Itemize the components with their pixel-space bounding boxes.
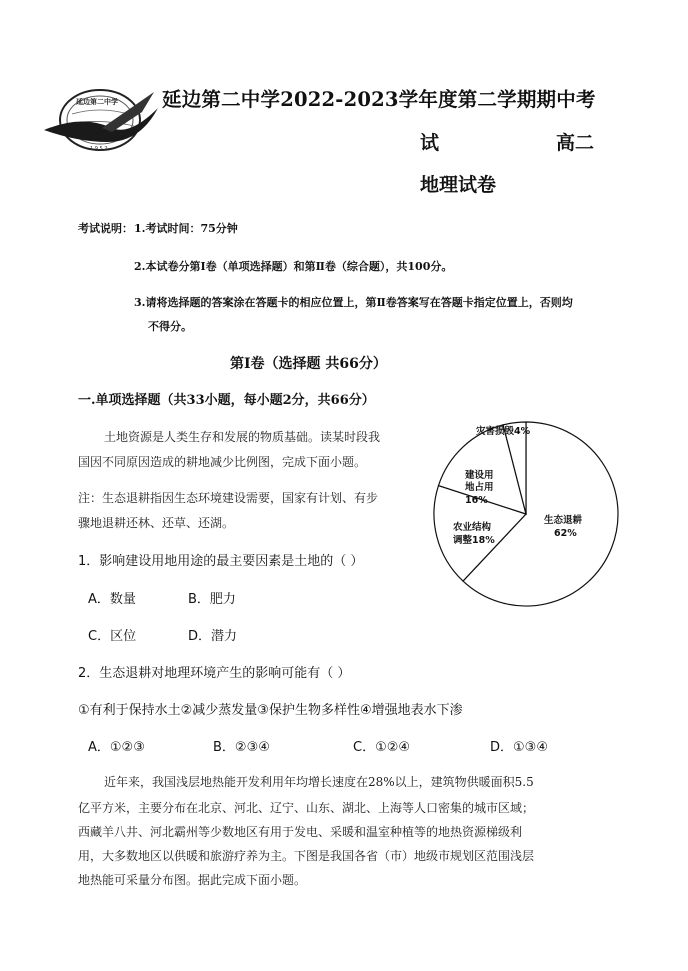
logo-year: 1 9 5 2: [90, 146, 108, 152]
question-2-stem: 2．生态退耕对地理环境产生的影响可能有（ ）: [78, 666, 351, 681]
school-logo: [42, 84, 160, 156]
passage-2-line-4: 用，大多数地区以供暖和旅游疗养为主。下图是我国各省（市）地级市规划区范围浅层: [78, 849, 535, 863]
slice-label-construction-line2: 地占用: [465, 482, 494, 493]
slice-label-disaster: 灾害损毁4%: [476, 426, 531, 437]
question-1-option-b[interactable]: B．肥力: [188, 592, 236, 607]
question-1-stem: 1．影响建设用地用途的最主要因素是土地的（ ）: [78, 554, 364, 569]
passage-1-line-2: 国因不同原因造成的耕地减少比例图，完成下面小题。: [78, 455, 367, 469]
slice-label-construction-line3: 16%: [465, 495, 488, 506]
instructions-label: 考试说明：: [78, 222, 133, 235]
instruction-item-2: 2.本试卷分第Ⅰ卷（单项选择题）和第Ⅱ卷（综合题），共100分。: [134, 260, 453, 273]
passage-2-line-2: 亿平方米，主要分布在北京、河北、辽宁、山东、湖北、上海等人口密集的城市区域；: [78, 801, 535, 815]
question-2-statements: ①有利于保持水土②减少蒸发量③保护生物多样性④增强地表水下渗: [78, 703, 463, 718]
page-title-line1: 延边第二中学2022-2023学年度第二学期期中考: [162, 88, 596, 111]
slice-label-agri-line2: 调整18%: [453, 535, 495, 546]
passage-2-line-5: 地热能可采量分布图。据此完成下面小题。: [78, 873, 307, 887]
part-title: 一.单项选择题（共33小题，每小题2分，共66分）: [78, 393, 375, 408]
question-1-option-c[interactable]: C．区位: [88, 629, 137, 644]
passage-2-line-3: 西藏羊八井、河北霸州等少数地区有用于发电、采暖和温室种植等的地热资源梯级利: [78, 825, 523, 839]
slice-label-construction-line1: 建设用: [465, 470, 494, 481]
section-title: 第Ⅰ卷（选择题 共66分）: [230, 356, 387, 372]
question-2-option-c[interactable]: C．①②④: [353, 740, 411, 755]
passage-1-line-1: 土地资源是人类生存和发展的物质基础。读某时段我: [104, 430, 381, 444]
instruction-item-1: 1.考试时间：75分钟: [134, 222, 238, 235]
question-2-option-d[interactable]: D．①③④: [490, 740, 548, 755]
passage-1-note-line-1: 注：生态退耕指因生态环境建设需要，国家有计划、有步: [78, 491, 379, 505]
slice-label-eco-name: 生态退耕: [544, 515, 583, 526]
instruction-item-3-line1: 3.请将选择题的答案涂在答题卡的相应位置上，第Ⅱ卷答案写在答题卡指定位置上，否则均: [134, 296, 573, 309]
page-subtitle: 地理试卷: [420, 174, 497, 196]
instruction-item-3-line2: 不得分。: [148, 320, 192, 333]
slice-label-eco-value: 62%: [554, 528, 577, 539]
question-2-option-a[interactable]: A．①②③: [88, 740, 145, 755]
page-title-line2-b: 高二: [556, 132, 595, 154]
page-title-line2-a: 试: [420, 132, 440, 154]
question-1-option-d[interactable]: D．潜力: [188, 629, 238, 644]
slice-label-agri-line1: 农业结构: [453, 522, 492, 533]
question-2-option-b[interactable]: B．②③④: [213, 740, 270, 755]
passage-1-note-line-2: 骤地退耕还林、还草、还湖。: [78, 516, 235, 530]
farmland-loss-pie-chart: [426, 414, 626, 614]
logo-text: 延边第二中学: [76, 98, 118, 106]
passage-2-line-1: 近年来，我国浅层地热能开发利用年均增长速度在28%以上，建筑物供暖面积5.5: [104, 775, 534, 789]
question-1-option-a[interactable]: A．数量: [88, 592, 136, 607]
